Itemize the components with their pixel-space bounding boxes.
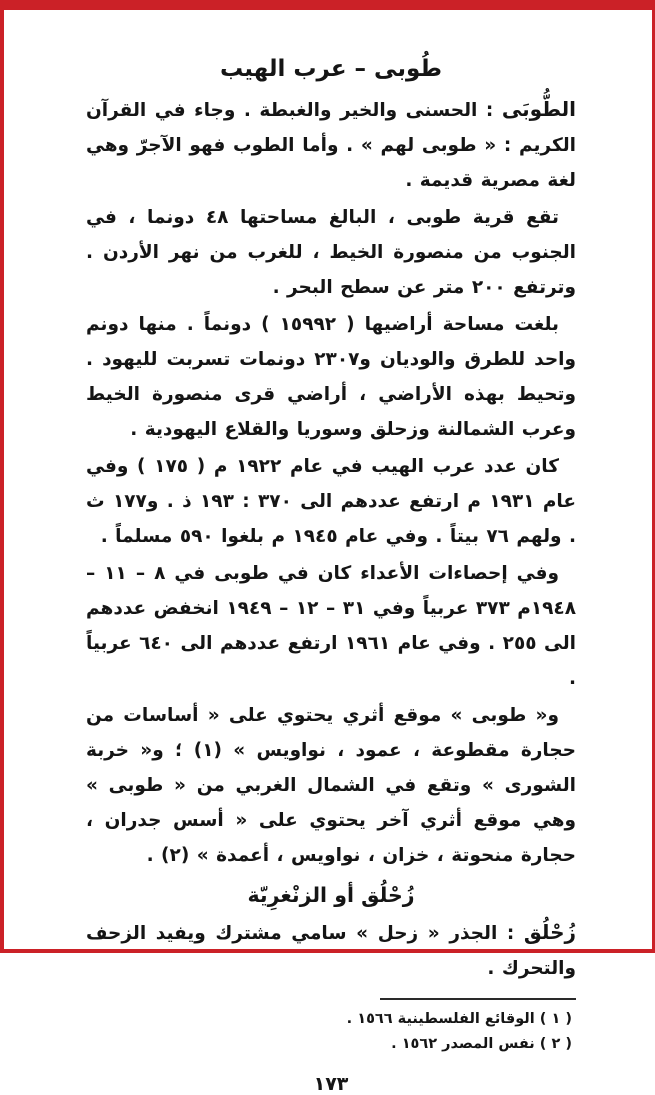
paragraph-archaeology: و« طوبى » موقع أثري يحتوي على « أساسات من حجارة مقطوعة ، عمود ، نواويس » (١) ؛ و« خربة الشورى » وتقع في الشمال الغربي من « طوبى » وهي موقع أثري آخر يحتوي على « أسس جدران ، حجارة منحوتة ، خزان ، نواويس ، أعمدة » (٢) . bbox=[86, 705, 577, 866]
section-heading-zuhluq: زُحْلُق أو الزنْغرِيّة bbox=[247, 883, 415, 907]
entry-tuba-definition bbox=[86, 92, 576, 198]
page-title: طُوبى – عرب الهيب bbox=[219, 56, 443, 82]
paragraph-land-area: بلغت مساحة أراضيها ( ١٥٩٩٢ ) دونماً . منها دونم واحد للطرق والوديان و٢٣٠٧ دونمات تسربت لليهود . وتحيط بهذه الأراضي ، أراضي قرى منصورة الخيط وعرب الشمالنة وزحلق وسوريا والقلاع اليهودية . bbox=[86, 314, 577, 440]
entry-headword-zuhluq: زُحْلُق bbox=[523, 920, 576, 944]
entry-tuba-text: : الحسنى والخير والغبطة . وجاء في القرآن الكريم : « طوبى لهم » . وأما الطوب فهو الآجرّ وهي لغة مصرية قديمة . bbox=[86, 100, 576, 191]
paragraph-population-enemy-census: وفي إحصاءات الأعداء كان في طوبى في ٨ – ١١ – ١٩٤٨م ٣٧٣ عربياً وفي ٣١ – ١٢ – ١٩٤٩ انخفض عددهم الى ٢٥٥ . وفي عام ١٩٦١ ارتفع عددهم الى ٦٤٠ عربياً . bbox=[86, 563, 577, 689]
entry-zuhluq-definition bbox=[86, 915, 576, 986]
page-number: ١٧٣ bbox=[313, 1073, 349, 1095]
entry-zuhluq-text: : الجذر « زحل » سامي مشترك ويفيد الزحف والتحرك . bbox=[86, 923, 576, 979]
footnote-1: ( ١ ) الوقائع الفلسطينية ١٥٦٦ . bbox=[346, 1011, 572, 1027]
footnote-separator-rule bbox=[380, 998, 576, 1000]
paragraph-location: تقع قرية طوبى ، البالغ مساحتها ٤٨ دونما ، في الجنوب من منصورة الخيط ، للغرب من نهر الأردن . وترتفع ٢٠٠ متر عن سطح البحر . bbox=[86, 207, 576, 298]
footnote-2: ( ٢ ) نفس المصدر ١٥٦٢ . bbox=[391, 1036, 572, 1052]
page-content bbox=[86, 20, 577, 1095]
entry-headword-tuba: الطُّوبَى bbox=[501, 97, 576, 121]
paragraph-population-mandate: كان عدد عرب الهيب في عام ١٩٢٢ م ( ١٧٥ ) وفي عام ١٩٣١ م ارتفع عددهم الى ٣٧٠ : ١٩٣ ذ . و١٧٧ ث . ولهم ٧٦ بيتاً . وفي عام ١٩٤٥ م بلغوا ٥٩٠ مسلماً . bbox=[86, 456, 577, 547]
footnote-block bbox=[86, 998, 576, 1057]
